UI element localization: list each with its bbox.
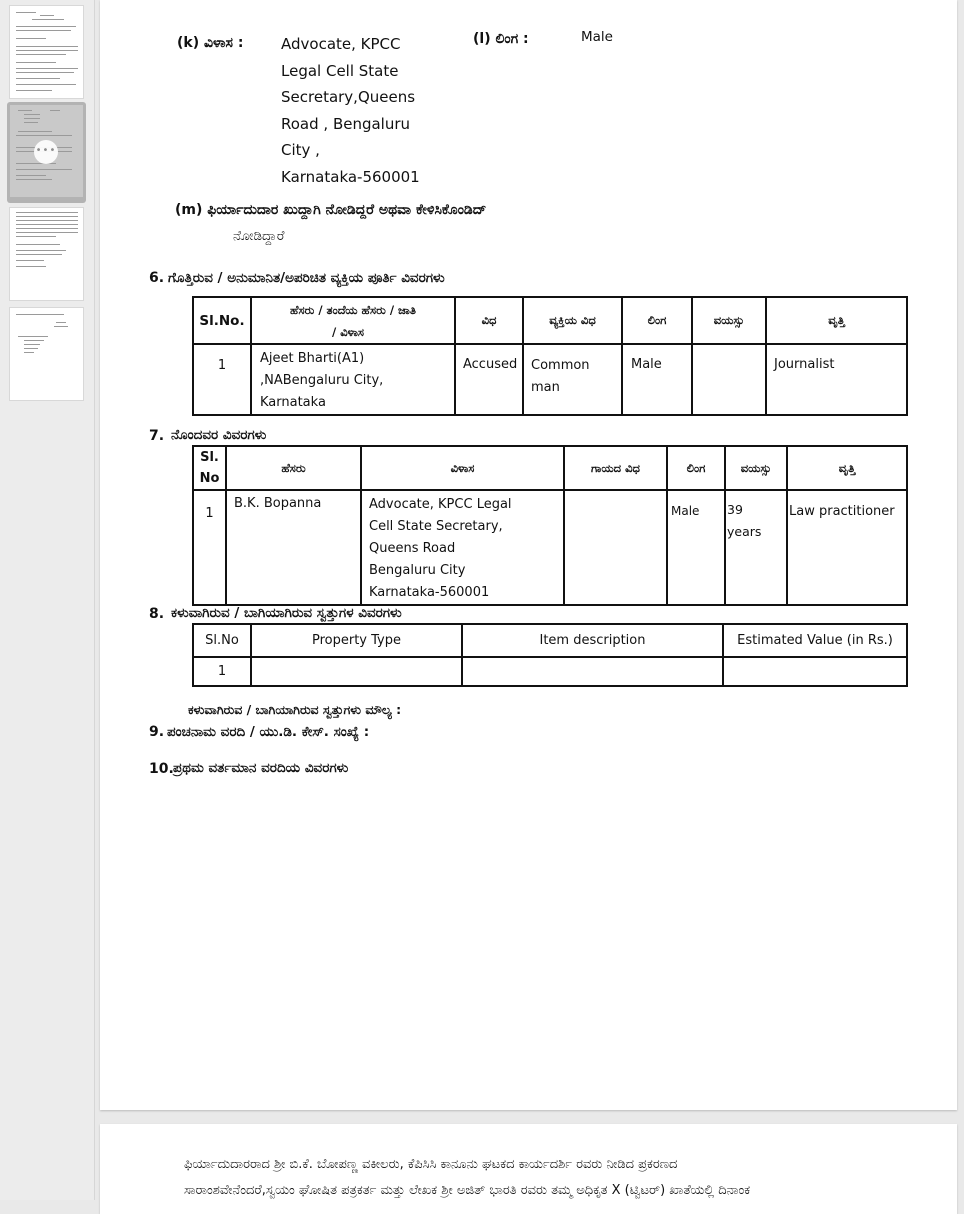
- section-10-number: 10.: [149, 761, 174, 777]
- property-value-label: ಕಳುವಾಗಿರುವ / ಬಾಗಿಯಾಗಿರುವ ಸ್ವತ್ತುಗಳು ಮೌಲ್ಯ :: [188, 702, 402, 717]
- cell-name: Ajeet Bharti(A1) ,NABengaluru City, Karnataka: [251, 344, 455, 415]
- section-8-number: 8.: [149, 606, 165, 622]
- header-type: ವಿಧ: [455, 297, 523, 344]
- header-item-description: Item description: [462, 624, 723, 657]
- cell-injury-type: [564, 490, 667, 605]
- cell-name: B.K. Bopanna: [226, 490, 361, 605]
- table-row: [193, 490, 907, 605]
- section-7-title: ನೊಂದವರ ವಿವರಗಳು: [171, 427, 267, 443]
- header-occupation: ವೃತ್ತಿ: [766, 297, 907, 344]
- page-thumbnail-4[interactable]: [10, 308, 83, 400]
- cell-gender: Male: [667, 490, 725, 605]
- header-property-type: Property Type: [251, 624, 462, 657]
- cell-age: 39 years: [725, 490, 787, 605]
- cell-slno: 1: [193, 490, 226, 605]
- header-injury-type: ಗಾಯದ ವಿಧ: [564, 446, 667, 490]
- complainant-witness-label: (m) ಫಿರ್ಯಾದುದಾರ ಖುದ್ದಾಗಿ ನೋಡಿದ್ದರೆ ಅಥವಾ ಕೇಳಿಸಿಕೊಂಡಿದ್: [175, 202, 487, 218]
- header-occupation: ವೃತ್ತಿ: [787, 446, 907, 490]
- cell-slno: 1: [193, 344, 251, 415]
- header-estimated-value: Estimated Value (in Rs.): [723, 624, 907, 657]
- cell-occupation: Law practitioner: [787, 490, 907, 605]
- section-9-title: ಪಂಚನಾಮ ವರದಿ / ಯು.ಡಿ. ಕೇಸ್. ಸಂಖ್ಯೆ :: [167, 724, 370, 740]
- section-8-title: ಕಳುವಾಗಿರುವ / ಬಾಗಿಯಾಗಿರುವ ಸ್ವತ್ತುಗಳ ವಿವರಗಳು: [171, 605, 402, 621]
- header-slno: Sl.No.: [193, 297, 251, 344]
- table-row: [193, 657, 907, 686]
- header-slno: Sl. No: [193, 446, 226, 490]
- header-address: ವಿಳಾಸ: [361, 446, 564, 490]
- header-name: ಹೆಸರು / ತಂದೆಯ ಹೆಸರು / ಜಾತಿ / ವಿಳಾಸ: [251, 297, 455, 344]
- cell-estimated-value: [723, 657, 907, 686]
- section-9-number: 9.: [149, 724, 165, 740]
- cell-item-description: [462, 657, 723, 686]
- cell-slno: 1: [193, 657, 251, 686]
- page-thumbnail-3[interactable]: [10, 208, 83, 300]
- header-person-type: ವ್ಯಕ್ತಿಯ ವಿಧ: [523, 297, 622, 344]
- cell-gender: Male: [622, 344, 692, 415]
- page-thumbnail-1[interactable]: [10, 6, 83, 98]
- header-name: ಹೆಸರು: [226, 446, 361, 490]
- victim-table: [192, 445, 908, 606]
- more-options-icon[interactable]: •••: [34, 140, 58, 164]
- header-age: ವಯಸ್ಸು: [692, 297, 766, 344]
- page-thumbnail-sidebar: [0, 0, 95, 1200]
- table-row: [193, 344, 907, 415]
- header-age: ವಯಸ್ಸು: [725, 446, 787, 490]
- section-6-title: ಗೊತ್ತಿರುವ / ಅನುಮಾನಿತ/ಅಪರಿಚಿತ ವ್ಯಕ್ತಿಯ ಪೂರ್ತಿ ವಿವರಗಳು: [168, 270, 445, 286]
- section-7-number: 7.: [149, 428, 165, 444]
- header-gender: ಲಿಂಗ: [667, 446, 725, 490]
- address-value: Advocate, KPCC Legal Cell State Secretary,Queens Road , Bengaluru City , Karnataka-560001: [281, 35, 420, 186]
- complainant-witness-value: ನೋಡಿದ್ದಾರೆ: [233, 228, 285, 244]
- cell-type: Accused: [455, 344, 523, 415]
- header-slno: Sl.No: [193, 624, 251, 657]
- gender-label: (l) ಲಿಂಗ :: [473, 31, 529, 47]
- address-label: (k) ವಿಳಾಸ :: [177, 35, 244, 51]
- header-gender: ಲಿಂಗ: [622, 297, 692, 344]
- document-page-next: [100, 1124, 957, 1214]
- report-text-line-2: ಸಾರಾಂಶವೇನೆಂದರೆ,ಸ್ವಯಂ ಘೋಷಿತ ಪತ್ರಕರ್ತ ಮತ್ತು ಲೇಖಕ ಶ್ರೀ ಅಜಿತ್ ಭಾರತಿ ರವರು ತಮ್ಮ ಅಧಿಕೃತ X (ಟ್ವಿಟರ್) ಖಾತೆಯಲ್ಲಿ ದಿನಾಂಕ: [184, 1183, 751, 1198]
- cell-property-type: [251, 657, 462, 686]
- section-6-number: 6.: [149, 270, 165, 286]
- cell-address: Advocate, KPCC Legal Cell State Secretary, Queens Road Bengaluru City Karnataka-560001: [361, 490, 564, 605]
- cell-person-type: Common man: [523, 344, 622, 415]
- gender-value: Male: [581, 29, 613, 45]
- report-text-line-1: ಫಿರ್ಯಾದುದಾರರಾದ ಶ್ರೀ ಬಿ.ಕೆ. ಬೋಪಣ್ಣ ವಕೀಲರು, ಕೆಪಿಸಿಸಿ ಕಾನೂನು ಘಟಕದ ಕಾರ್ಯದರ್ಶಿ ರವರು ನೀಡಿದ ಪ್ರಕರಣದ: [184, 1157, 678, 1172]
- property-table: [192, 623, 908, 687]
- cell-occupation: Journalist: [766, 344, 907, 415]
- document-page: [100, 0, 957, 1110]
- cell-age: [692, 344, 766, 415]
- accused-table: [192, 296, 908, 416]
- section-10-title: ಪ್ರಥಮ ವರ್ತಮಾನ ವರದಿಯ ವಿವರಗಳು: [173, 760, 349, 776]
